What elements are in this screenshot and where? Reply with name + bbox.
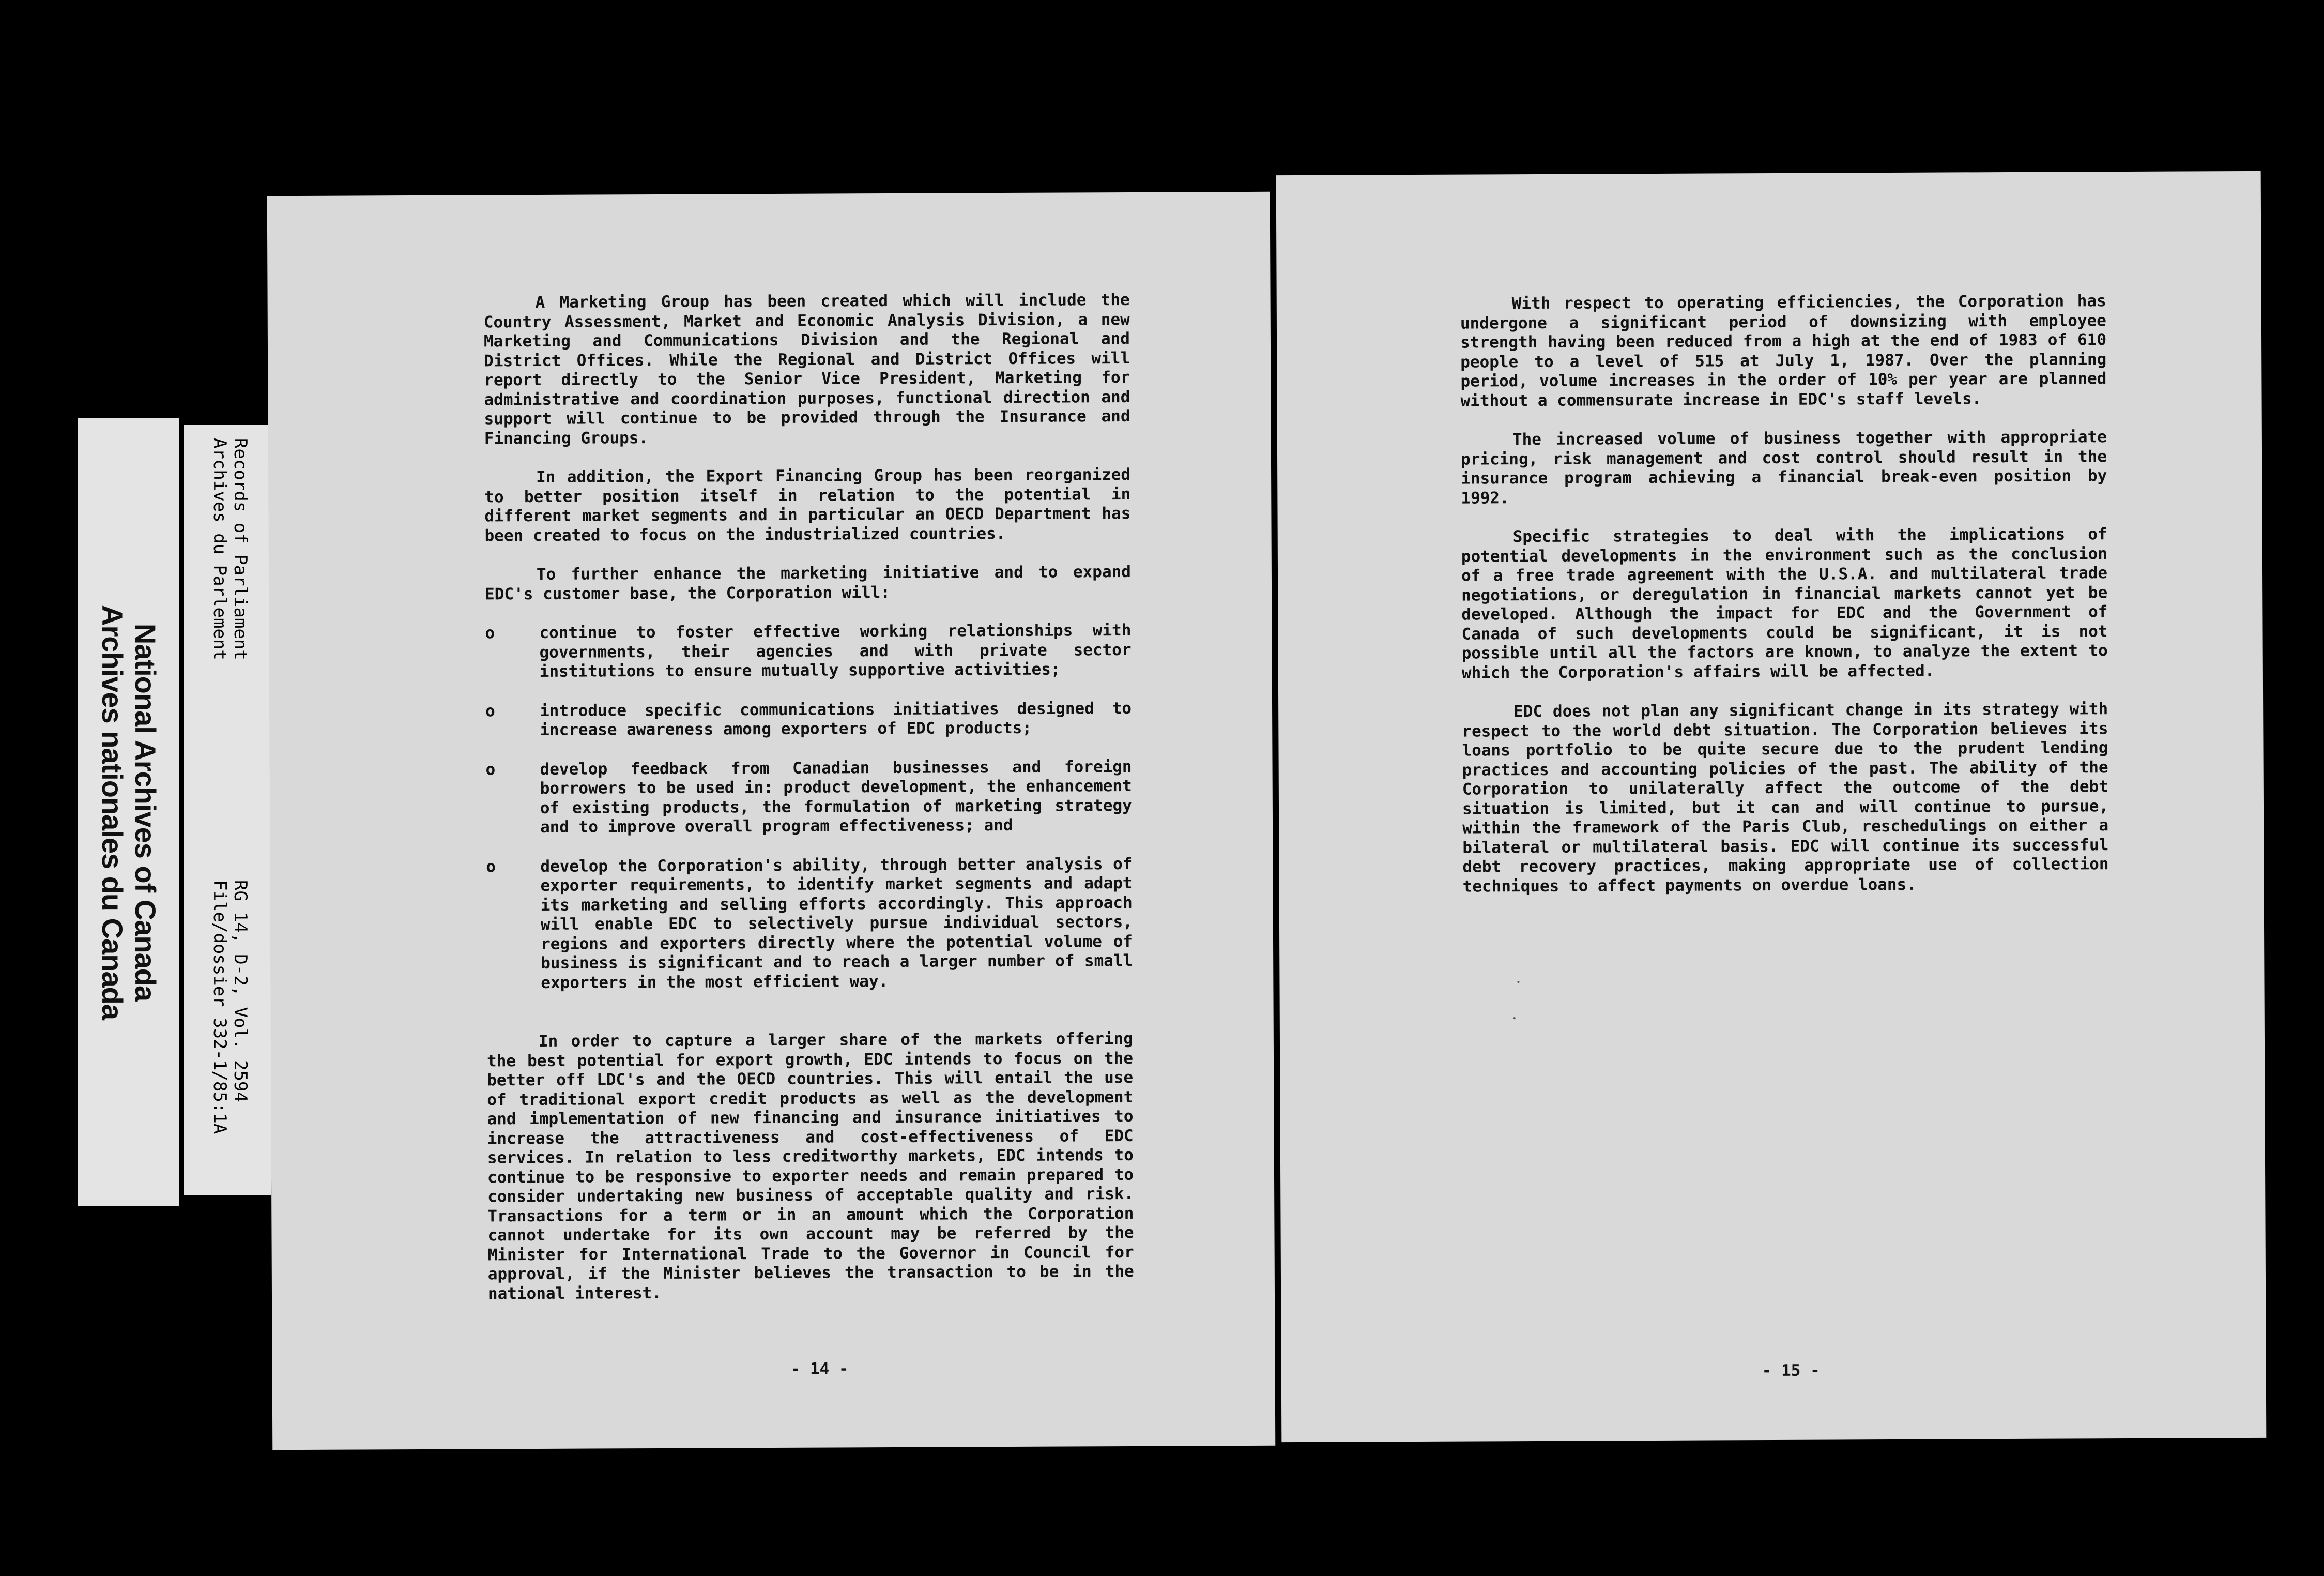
- bullet-text: introduce specific communications initiatives designed to increase awareness among exporters of EDC products;: [539, 699, 1132, 739]
- records-of-parliament-french: Archives du Parlement: [209, 438, 230, 660]
- paragraph-operating-efficiencies: With respect to operating efficiencies, the Corporation has undergone a significant period of downsizing with employee strength having been reduced from a high at the end of 1983 of 610 people to a level of 515 at July 1, 1987. Over the planning period, volume increases in the order of 10% per year are planned without a commensurate increase in EDC's staff levels.: [1460, 292, 2107, 411]
- file-reference-text: [209, 880, 251, 1134]
- paragraph-market-share: In order to capture a larger share of the markets offering the best potential for export growth, EDC intends to focus on the better off LDC's and the OECD countries. This will entail the use of traditional export credit products as well as the development and implementation of new financing and insurance initiatives to increase the attractiveness and cost-effectiveness of EDC services. In relation to less creditworthy markets, EDC intends to continue to be responsive to exporter needs and remain prepared to consider undertaking new business of acceptable quality and risk. Transactions for a term or in an amount which the Corporation cannot undertake for its own account may be referred by the Minister for International Trade to the Governor in Council for approval, if the Minister believes the transaction to be in the national interest.: [486, 1029, 1134, 1303]
- file-dossier-number: File/dossier 332-1/85:1A: [209, 880, 230, 1134]
- bullet-text: develop the Corporation's ability, through better analysis of exporter requirements, to identify market segments and adapt its marketing and selling efforts accordingly. This approach will enable EDC to selectively pursue individual sectors, regions and exporters directly where the potential volume of business is significant and to reach a larger number of small exporters in the most efficient way.: [540, 854, 1133, 992]
- records-of-parliament-text: [209, 438, 251, 660]
- page-15-body: [1460, 292, 2109, 916]
- page-14-body: [484, 291, 1135, 1323]
- record-group-volume: RG 14, D-2, Vol. 2594: [230, 880, 251, 1102]
- bullet-mark: o: [486, 857, 496, 876]
- paragraph-marketing-group: A Marketing Group has been created which will include the Country Assessment, Market and Economic Analysis Division, a new Marketing and Communications Division and the Regional and District Offices. While the Regional and District Offices will report directly to the Senior Vice President, Marketing for administrative and coordination purposes, functional direction and support will continue to be provided through the Insurance and Financing Groups.: [483, 290, 1130, 448]
- bullet-mark: o: [485, 760, 496, 779]
- paragraph-insurance-break-even: The increased volume of business together with appropriate pricing, risk management and cost control should result in the insurance program achieving a financial break-even position by 1992.: [1460, 428, 2107, 508]
- page-number: - 15 -: [1762, 1361, 1820, 1381]
- paragraph-export-financing: In addition, the Export Financing Group has been reorganized to better position itself in relation to the potential in different market segments and in particular an OECD Department has been created to focus on the industrialized countries.: [484, 465, 1131, 545]
- page-number: - 14 -: [790, 1359, 849, 1378]
- parliament-records-label: [184, 425, 271, 1195]
- bullet-mark: o: [485, 701, 495, 720]
- national-archives-french: Archives nationales du Canada: [96, 604, 129, 1020]
- document-page-15: [1276, 171, 2267, 1442]
- bullet-text: develop feedback from Canadian businesses and foreign borrowers to be used in: product development, the enhancement of existing products, the formulation of marketing strategy and to improve overall program effectiveness; and: [540, 757, 1132, 837]
- scan-specks: [1276, 171, 2261, 175]
- paragraph-marketing-initiative: To further enhance the marketing initiative and to expand EDC's customer base, the Corporation will:: [485, 562, 1131, 603]
- national-archives-text: [96, 605, 162, 1020]
- document-page-14: [267, 192, 1276, 1450]
- paragraph-world-debt: EDC does not plan any significant change in its strategy with respect to the world debt situation. The Corporation believes its loans portfolio to be quite secure due to the prudent lending practices and accounting policies of the past. The ability of the Corporation to unilaterally affect the outcome of the debt situation is limited, but it can and will continue to pursue, within the framework of the Paris Club, reschedulings on either a bilateral or multilateral basis. EDC will continue its successful debt recovery practices, making appropriate use of collection techniques to affect payments on overdue loans.: [1462, 700, 2109, 896]
- bullet-mark: o: [485, 624, 495, 643]
- bullet-item: [485, 757, 1132, 837]
- bullet-item: [485, 621, 1131, 682]
- records-of-parliament-english: Records of Parliament: [230, 438, 251, 660]
- national-archives-label: [78, 418, 179, 1206]
- bullet-item: [486, 854, 1133, 993]
- bullet-text: continue to foster effective working relationships with governments, their agencies and with private sector institutions to ensure mutually supportive activities;: [539, 620, 1132, 681]
- bullet-item: [485, 699, 1132, 740]
- paragraph-specific-strategies: Specific strategies to deal with the implications of potential developments in the environment such as the conclusion of a free trade agreement with the U.S.A. and multilateral trade negotiations, or deregulation in financial markets cannot yet be developed. Although the impact for EDC and the Government of Canada of such developments could be significant, it is not possible until all the factors are known, to analyze the extent to which the Corporation's affairs will be affected.: [1461, 525, 2108, 683]
- national-archives-english: National Archives of Canada: [129, 623, 162, 1001]
